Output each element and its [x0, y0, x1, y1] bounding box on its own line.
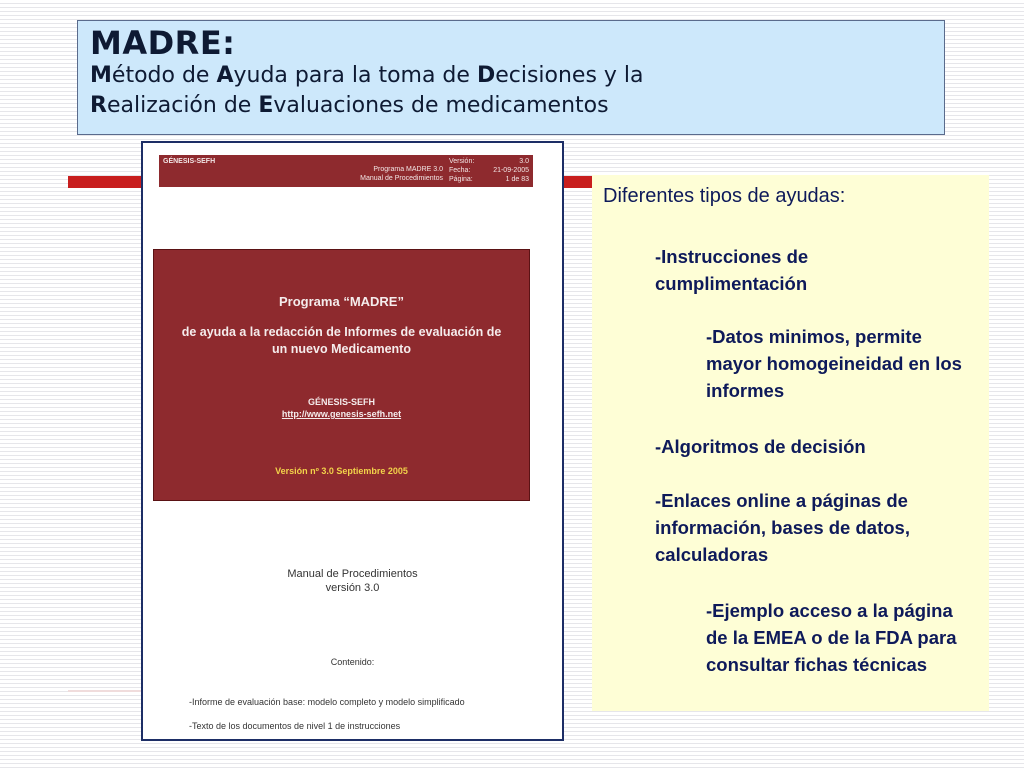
aids-heading: Diferentes tipos de ayudas: [603, 185, 846, 207]
document-cover-image [141, 141, 564, 741]
cover-version: Versión nº 3.0 Septiembre 2005 [275, 466, 408, 476]
subtitle-initial: E [258, 93, 274, 118]
manual-title-block [143, 567, 562, 595]
cover-title: Programa “MADRE” [279, 294, 404, 309]
aids-item-online-links: -Enlaces online a páginas de información, bases de datos, calculadoras [655, 490, 910, 565]
aids-item-instructions: -Instrucciones de cumplimentación [655, 246, 809, 294]
decorative-red-bar-right [564, 176, 592, 188]
manual-version: versión 3.0 [325, 582, 380, 594]
slide-subtitle-line-1 [90, 61, 944, 91]
subtitle-text: valuaciones de medicamentos [273, 93, 609, 118]
cover-description: de ayuda a la redacción de Informes de evaluación de un nuevo Medicamento [181, 325, 502, 356]
document-header-program: Programa MADRE 3.0 Manual de Procedimientos [360, 166, 443, 182]
slide-title: MADRE: [90, 24, 236, 62]
aids-panel [592, 175, 989, 711]
document-cover-panel [153, 249, 530, 501]
cover-org: GÉNESIS-SEFH [307, 397, 375, 407]
decorative-red-bar-left [68, 176, 142, 188]
slide-title-box [77, 20, 945, 135]
subtitle-initial: M [90, 63, 112, 88]
document-header-values: 3.0 21-09-2005 1 de 83 [493, 158, 529, 183]
subtitle-text: étodo de [111, 63, 217, 88]
contents-item: -Texto de los documentos de nivel 1 de instrucciones [189, 721, 401, 731]
subtitle-initial: D [476, 63, 496, 88]
document-header-labels: Versión: Fecha: Página: [449, 158, 475, 183]
subtitle-text: ealización de [106, 93, 259, 118]
aids-item-emea-fda-example: -Ejemplo acceso a la página de la EMEA o de la FDA para consultar fichas técnicas [706, 600, 957, 675]
cover-url-link: http://www.genesis-sefh.net [281, 409, 402, 419]
subtitle-text: yuda para la toma de [233, 63, 477, 88]
document-header-org: GÉNESIS-SEFH [163, 158, 216, 165]
aids-item-minimum-data: -Datos minimos, permite mayor homogeineidad en los informes [706, 326, 962, 401]
subtitle-initial: R [90, 93, 107, 118]
subtitle-initial: A [216, 63, 234, 88]
manual-title: Manual de Procedimientos [287, 568, 418, 580]
subtitle-text: ecisiones y la [495, 63, 644, 88]
document-header-bar [159, 155, 533, 187]
contents-item: -Informe de evaluación base: modelo completo y modelo simplificado [189, 697, 465, 707]
contents-label: Contenido: [330, 657, 375, 667]
decorative-divider [68, 690, 144, 692]
slide-subtitle-line-2 [90, 91, 944, 121]
aids-item-algorithms: -Algoritmos de decisión [655, 436, 866, 457]
